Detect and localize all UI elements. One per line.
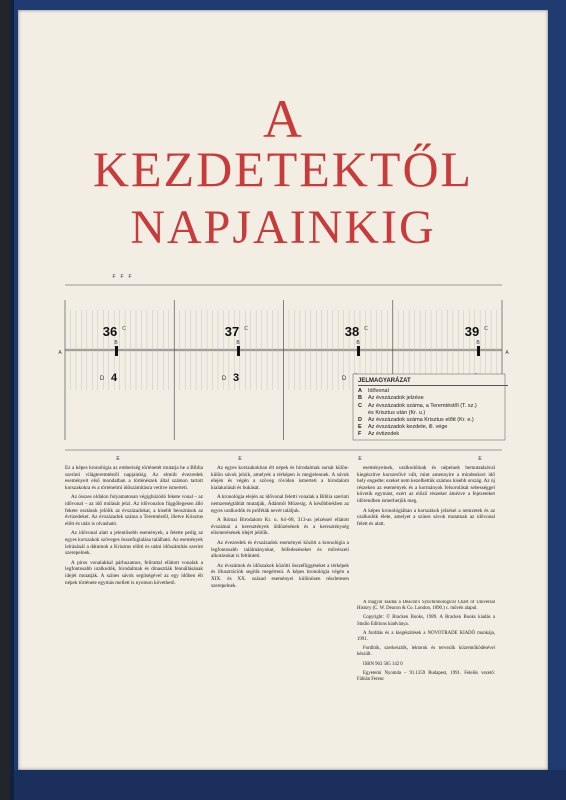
paragraph: Ez a képes kronológia az emberiség történetét mutatja be a Biblia szerinti világteremtéstől napjainkig. Az elmúlt évezredek eseményeit első mondatban a történészek által számon tartott korszakokra és a történelmi időszámításra vetítve ismerteti. — [65, 465, 203, 491]
paragraph: Egyetemi Nyomda – 91.1359 Budapest, 1991. Felelős vezető: Fábián Ferenc — [357, 670, 495, 683]
century-number: 39 — [464, 324, 480, 339]
century-bc-label: D — [221, 376, 227, 382]
century-number: 37 — [224, 324, 240, 339]
page — [18, 10, 548, 770]
legend-item — [358, 431, 508, 438]
legend-symbol: E — [358, 424, 362, 431]
legend-item — [358, 388, 508, 395]
axis-end-label: A — [505, 350, 509, 356]
century-number: 38 — [344, 324, 360, 339]
decade-label: F — [128, 274, 132, 280]
century-pin — [477, 346, 480, 356]
century-bc-number: 4 — [110, 372, 118, 384]
century-tag: C — [364, 326, 368, 332]
legend-text: Idővonal — [368, 388, 389, 395]
century-tag: C — [122, 326, 126, 332]
paragraph: Az összes oldalon folyamatosan végighúzódó fekete vonal – az idővonal – az idő múlását jelzi. Az idővonalon függőlegesen álló fekete osztások jelölik az évszázadokat, a kisebb beosztások az évtizedeket. Az évszázadok száma a Teremtéstől, illetve Krisztus előtt és után is olvasható. — [65, 494, 203, 527]
legend — [358, 378, 508, 439]
century-boundary-label: E — [358, 456, 362, 462]
paragraph: Az idővonal alatt a jelentősebb események, a felette pedig az egyes korszakok szöveges összefoglalása található. Az események leírásánál a dátumok a Krisztus előtti és utáni időszámítás szerint szerepelnek. — [65, 530, 203, 557]
legend-symbol: D — [358, 417, 362, 424]
paragraph: A kronológia elején az idővonal feletti vonalak a Biblia szerinti nemzetségtáblát mutatják, Ádámtól Mózesig. A későbbiekben az egyes uralkodók és próféták nevét találjuk. — [211, 494, 349, 514]
century-tag: C — [244, 326, 248, 332]
paragraph: ISBN 963 585 142 0 — [363, 661, 403, 667]
axis-end-label: A — [58, 350, 62, 356]
century-pin — [357, 346, 360, 356]
legend-item — [358, 403, 508, 410]
legend-text: Az évszázadok jelzése — [368, 395, 424, 402]
century-bc-number: 3 — [232, 372, 240, 384]
century-marker: B — [114, 340, 118, 346]
imprint-column — [357, 600, 495, 760]
legend-text: és Krisztus után (Kr. u.) — [368, 409, 426, 416]
legend-symbol: C — [358, 402, 362, 409]
paragraph: A képes kronológiában a korszakok jelzései a nemzetek és az uralkodók élete, amelyet a színes sávok mutatnak az idővonal felett és alatt. — [357, 507, 495, 527]
legend-item — [358, 417, 508, 424]
legend-text: Az évtizedek — [368, 431, 400, 438]
legend-symbol: F — [358, 431, 362, 438]
century-bc-label: D — [99, 376, 105, 382]
text-column-1 — [65, 465, 203, 750]
legend-text: Az évszázadok száma Krisztus előtt (Kr. e.) — [368, 417, 474, 424]
paragraph: eseményeinek, uralkodóinak és népeinek bemutatásával kiegészítve korszerűvé vált, mint amennyire a mindenkori idő hely engedte; ezeket nem kezelhettük számos kisebb ország. Az új részeken az események és a kormányok felsorolását sebességgel követik egymást, ezért az előző részeket átnézve a fejezeteket időrendben ismerhetjük meg. — [357, 465, 495, 504]
paragraph: Fordítók, szerkesztők, lektorok és tervezők közreműködésével készült. — [357, 646, 495, 658]
text-column-2 — [211, 465, 349, 750]
century-boundary-label: E — [238, 456, 242, 462]
century-tag: C — [484, 326, 488, 332]
paragraph: A piros vonalakkal párhuzamos, felirattal ellátott vonalak a legfontosabb uralkodók, birodalmak és dinasztiák fennállásának idejét mutatják. A színes sávok segítségével az egy időben élt népek története egymás mellett is nyomon követhető. — [65, 559, 203, 586]
legend-item — [358, 410, 508, 417]
decade-label: F — [112, 274, 116, 280]
legend-text: Az évszázadok száma, a Teremtéstől (T. sz.) — [368, 402, 477, 409]
legend-text: Az évszázadok kezdete, ill. vége — [368, 424, 448, 431]
cover-edge — [10, 0, 14, 800]
century-boundary-label: E — [116, 456, 120, 462]
paragraph: Az évszámok és időszakok közötti összefüggéseket a térképek és illusztrációk segítik megérteni. A képes kronológia végén a XIX. és XX. század eseményei különösen részletesen szerepelnek. — [211, 562, 349, 589]
legend-symbol: A — [358, 388, 362, 395]
century-marker: B — [356, 340, 360, 346]
legend-item — [358, 424, 508, 431]
cover-bottom-edge — [14, 770, 566, 800]
legend-item — [358, 395, 508, 402]
legend-items — [358, 388, 508, 438]
text-column-3 — [357, 465, 495, 585]
paragraph: A fordítás és a kiegészítések a NOVOTRADE KIADÓ munkája, 1991. — [357, 630, 495, 643]
paragraph: Az évezredek és évszázadok eseményei között a kronológia a legfontosabb találmányokat, felfedezéseket és művészeti alkotásokat is feltünteti. — [211, 539, 349, 560]
paragraph: A Római Birodalom Kr. u. 64–68, 313-as jelzéssel ellátott évszámai a keresztények üldözésének és a kereszténység elismerésének idejét jelölik. — [211, 517, 349, 537]
paragraph: Az egyes korszakokban élt népek és birodalmak sorsát külön-külön sávok jelzik, amelyek a térképen is megjelennek. A sávok elején és végén a szöveg röviden ismerteti a birodalom kialakulását és bukását. — [211, 465, 349, 491]
century-pin — [237, 346, 240, 356]
century-pin — [115, 346, 118, 356]
legend-title: JELMAGYARÁZAT — [358, 378, 508, 386]
legend-symbol: B — [358, 395, 362, 402]
title-line-1: A — [263, 89, 303, 149]
title-line-3: NAPJAINKIG — [130, 201, 436, 254]
decade-label: F — [120, 274, 124, 280]
paragraph: A magyar kiadás a Deacon's Synchronological Chart of Universal History (C. W. Deacon & Co. London, 1890.) c. művén alapul. — [357, 600, 495, 612]
century-number: 36 — [102, 324, 118, 339]
century-marker: B — [476, 340, 480, 346]
century-marker: B — [236, 340, 240, 346]
century-boundary-label: E — [478, 456, 482, 462]
title-line-2: KEZDETEKTŐL — [92, 141, 474, 197]
paragraph: Copyright: © Bracken Books, 1989. A Bracken Books kiadás a Studio Editions kiadványa. — [357, 615, 495, 627]
century-bc-label: D — [341, 376, 347, 382]
